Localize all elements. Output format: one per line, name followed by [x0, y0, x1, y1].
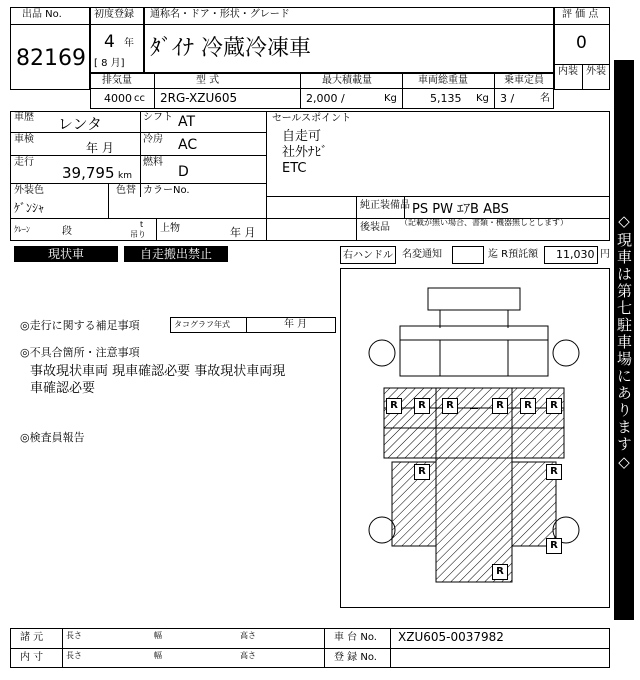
sales-point-label: セールスポイント: [272, 113, 352, 124]
sales-point-1: 自走可: [282, 129, 322, 144]
crane-t: t: [140, 220, 144, 229]
displacement: 4000: [104, 92, 132, 105]
model: 2RG-XZU605: [160, 91, 238, 105]
ac-label: 冷房: [143, 134, 163, 145]
registration-label: 登 録 No.: [334, 652, 377, 663]
various-label: 諸 元: [20, 632, 44, 643]
gross-weight: 5,135: [430, 92, 462, 105]
deposit-label: 迄 R預託額: [488, 249, 539, 260]
height-label-1: 高さ: [240, 631, 256, 640]
repair-marker: R: [546, 538, 562, 554]
fuel-label: 燃料: [143, 157, 163, 168]
tachograph-date: 年 月: [284, 319, 308, 330]
first-reg-year: 4: [104, 32, 115, 52]
capacity-unit: 名: [540, 93, 550, 104]
color-no-label: 色替: [116, 185, 136, 196]
repair-marker: R: [414, 398, 430, 414]
parking-banner: ◇現車は第七駐車場にあります◇: [614, 60, 634, 620]
height-label-2: 高さ: [240, 651, 256, 660]
equipment-label: 純正装備品: [360, 200, 410, 211]
displacement-unit: cc: [134, 93, 145, 104]
history-label: 車歴: [14, 112, 34, 123]
upper-label: 上物: [160, 223, 180, 234]
name-change-label: 名変通知: [402, 249, 442, 260]
equipment: PS PW ｴｱB ABS: [412, 202, 509, 217]
repair-marker: R: [546, 464, 562, 480]
rhd-box: 右ハンドル: [340, 246, 396, 264]
vehicle-name: ﾀﾞｲﾅ 冷蔵冷凍車: [150, 36, 311, 61]
repair-marker: R: [492, 398, 508, 414]
model-label: 型 式: [196, 75, 220, 86]
repair-marker: R: [520, 398, 536, 414]
capacity-label: 乗車定員: [504, 75, 544, 86]
mileage-unit: km: [118, 171, 132, 181]
defects-text-1: 事故現状車両 現車確認必要 事故現状車両現: [30, 364, 286, 379]
history: レンタ: [58, 115, 103, 133]
width-label-1: 幅: [154, 631, 162, 640]
repair-marker: R: [386, 398, 402, 414]
exterior-label: 外装: [586, 66, 606, 77]
gross-weight-label: 車両総重量: [418, 75, 468, 86]
repair-marker: R: [546, 398, 562, 414]
mileage: 39,795: [62, 164, 115, 182]
lot-number: 82169: [16, 46, 86, 71]
capacity: 3 /: [500, 92, 515, 105]
interior-label: 内装: [558, 66, 578, 77]
current-vehicle-badge: 現状車: [14, 246, 118, 262]
lot-label: 出品 No.: [22, 9, 62, 20]
color: ｹﾞﾝｼｬ: [14, 201, 45, 215]
color-code-label: カラーNo.: [143, 185, 190, 196]
sales-point-3: ETC: [282, 161, 307, 176]
crane-label: ｸﾚｰﾝ: [14, 225, 30, 234]
aftermarket-label: 後装品: [360, 222, 390, 233]
inspection: 年 月: [86, 141, 114, 155]
repair-marker: R: [492, 564, 508, 580]
truck-diagram: [340, 268, 610, 608]
aftermarket-note: （記載が無い場合、書類・機器無しとします）: [400, 218, 568, 227]
max-load-unit: Kg: [384, 93, 397, 104]
chassis-label: 車 台 No.: [334, 632, 377, 643]
name-change-box: [452, 246, 484, 264]
length-label-2: 長さ: [66, 651, 82, 660]
first-reg-label: 初度登録: [94, 9, 134, 20]
defects-text-2: 車確認必要: [30, 381, 96, 396]
shift-label: シフト: [143, 112, 173, 123]
inspector-report-label: ◎検査員報告: [20, 431, 85, 444]
first-reg-month: [ 8 月]: [94, 58, 125, 69]
deposit-unit: 円: [600, 249, 610, 260]
max-load-label: 最大積載量: [322, 75, 372, 86]
score-label: 評 価 点: [562, 9, 599, 20]
sales-point-2: 社外ﾅﾋﾞ: [282, 145, 328, 160]
fuel: D: [178, 164, 189, 180]
color-label: 外装色: [14, 185, 44, 196]
shift: AT: [178, 114, 196, 130]
length-label-1: 長さ: [66, 631, 82, 640]
max-load: 2,000 /: [306, 92, 345, 105]
inspection-label: 車検: [14, 134, 34, 145]
upper-date: 年 月: [230, 226, 256, 239]
score-value: 0: [576, 33, 587, 53]
displacement-label: 排気量: [102, 75, 132, 86]
crane-hang: 吊り: [130, 230, 146, 239]
deposit: 11,030: [556, 248, 595, 261]
ac: AC: [178, 137, 198, 153]
crane-stage: 段: [62, 226, 72, 237]
tachograph-label: タコグラフ年式: [174, 320, 230, 329]
mileage-label: 走行: [14, 157, 34, 168]
no-self-drive-badge: 自走搬出禁止: [124, 246, 228, 262]
name-label: 通称名・ドア・形状・グレード: [150, 9, 290, 20]
width-label-2: 幅: [154, 651, 162, 660]
first-reg-year-unit: 年: [124, 38, 134, 49]
chassis-no: XZU605-0037982: [398, 630, 504, 644]
driving-notes-label: ◎走行に関する補足事項: [20, 319, 140, 332]
gross-weight-unit: Kg: [476, 93, 489, 104]
defects-label: ◎不具合箇所・注意事項: [20, 346, 140, 359]
repair-marker: R: [414, 464, 430, 480]
internal-label: 内 寸: [20, 652, 44, 663]
repair-marker: R: [442, 398, 458, 414]
